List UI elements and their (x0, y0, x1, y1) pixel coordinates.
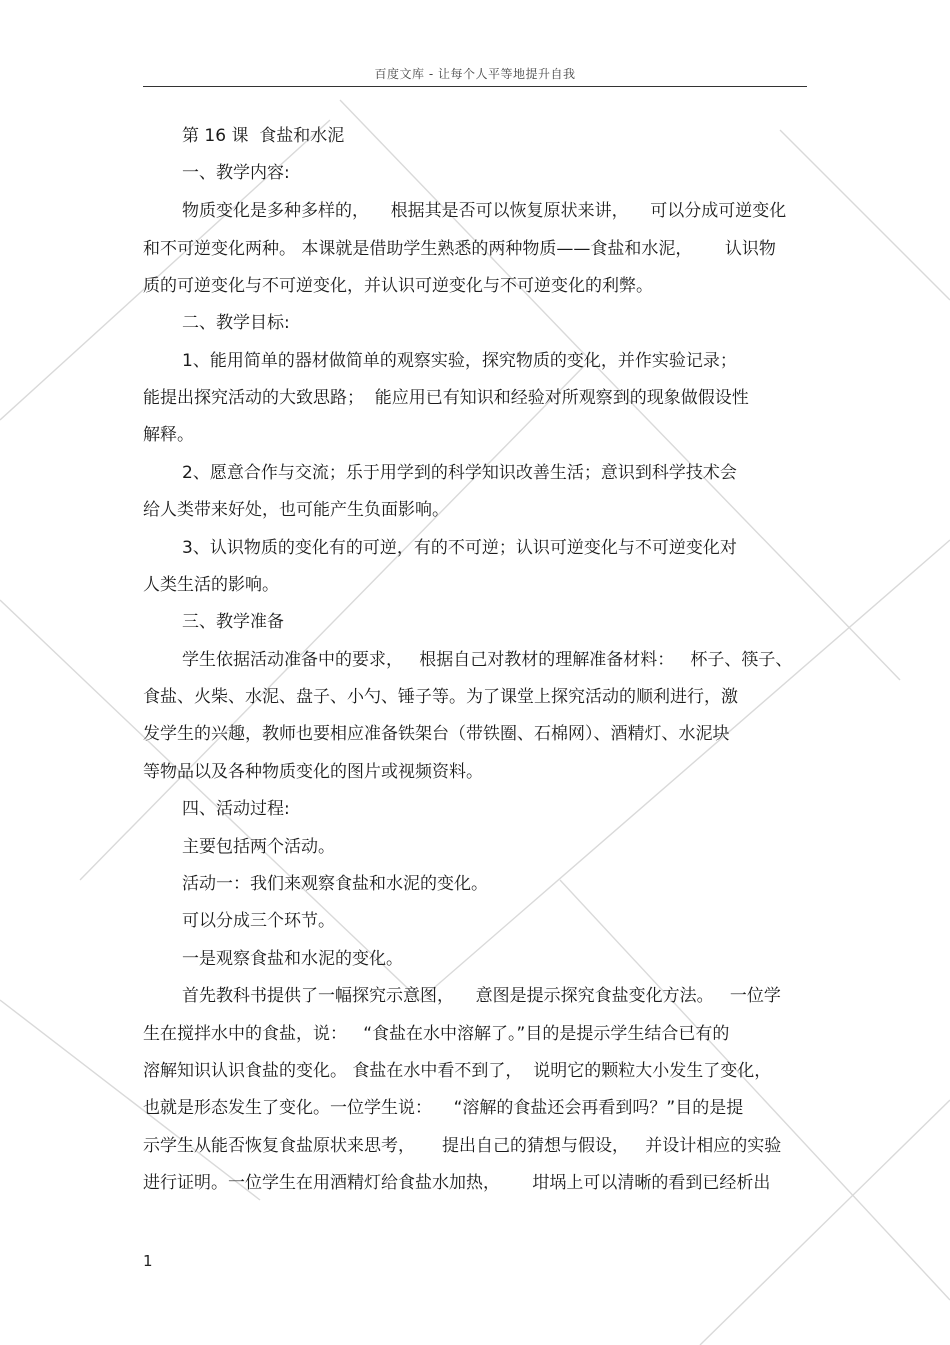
page-number: 1 (143, 1252, 153, 1270)
section-heading: 一、教学内容: (182, 163, 290, 183)
paragraph-line: 食盐、火柴、水泥、盘子、小勺、锤子等。为了课堂上探究活动的顺利进行，激 (143, 687, 738, 707)
paragraph-line: 首先教科书提供了一幅探究示意图， 意图是提示探究食盐变化方法。 一位学 (182, 986, 781, 1006)
paragraph-line: 学生依据活动准备中的要求， 根据自己对教材的理解准备材料： 杯子、筷子、 (182, 650, 793, 670)
page-header: 百度文库 - 让每个人平等地提升自我 (374, 67, 576, 81)
section-heading: 四、活动过程: (182, 799, 290, 819)
section-heading: 三、教学准备 (182, 612, 284, 632)
paragraph-line: 物质变化是多种多样的， 根据其是否可以恢复原状来讲， 可以分成可逆变化 (182, 201, 787, 221)
paragraph-line: 质的可逆变化与不可逆变化，并认识可逆变化与不可逆变化的利弊。 (143, 276, 653, 296)
paragraph-line: 等物品以及各种物质变化的图片或视频资料。 (143, 762, 483, 782)
paragraph-line: 活动一：我们来观察食盐和水泥的变化。 (182, 874, 488, 894)
paragraph-line: 发学生的兴趣，教师也要相应准备铁架台（带铁圈、石棉网）、酒精灯、水泥块 (143, 724, 730, 744)
paragraph-line: 2、愿意合作与交流；乐于用学到的科学知识改善生活；意识到科学技术会 (182, 463, 737, 483)
paragraph-line: 可以分成三个环节。 (182, 911, 335, 931)
paragraph-line: 和不可逆变化两种。 本课就是借助学生熟悉的两种物质——食盐和水泥， 认识物 (143, 239, 776, 259)
section-heading: 二、教学目标: (182, 313, 290, 333)
paragraph-line: 一是观察食盐和水泥的变化。 (182, 949, 403, 969)
paragraph-line: 生在搅拌水中的食盐，说： “食盐在水中溶解了。”目的是提示学生结合已有的 (143, 1024, 730, 1044)
paragraph-line: 也就是形态发生了变化。一位学生说： “溶解的食盐还会再看到吗？”目的是提 (143, 1098, 744, 1118)
paragraph-line: 主要包括两个活动。 (182, 837, 335, 857)
paragraph-line: 溶解知识认识食盐的变化。 食盐在水中看不到了， 说明它的颗粒大小发生了变化， (143, 1061, 772, 1081)
paragraph-line: 示学生从能否恢复食盐原状来思考， 提出自己的猜想与假设， 并设计相应的实验 (143, 1136, 782, 1156)
paragraph-line: 人类生活的影响。 (143, 575, 279, 595)
paragraph-line: 给人类带来好处，也可能产生负面影响。 (143, 500, 449, 520)
header-divider (143, 86, 807, 87)
paragraph-line: 3、认识物质的变化有的可逆，有的不可逆；认识可逆变化与不可逆变化对 (182, 538, 737, 558)
paragraph-line: 能提出探究活动的大致思路； 能应用已有知识和经验对所观察到的现象做假设性 (143, 388, 749, 408)
paragraph-line: 解释。 (143, 425, 194, 445)
paragraph-line: 1、能用简单的器材做简单的观察实验，探究物质的变化，并作实验记录； (182, 351, 737, 371)
paragraph-line: 进行证明。一位学生在用酒精灯给食盐水加热， 坩埚上可以清晰的看到已经析出 (143, 1173, 771, 1193)
lesson-title: 第 16 课 食盐和水泥 (182, 126, 345, 146)
